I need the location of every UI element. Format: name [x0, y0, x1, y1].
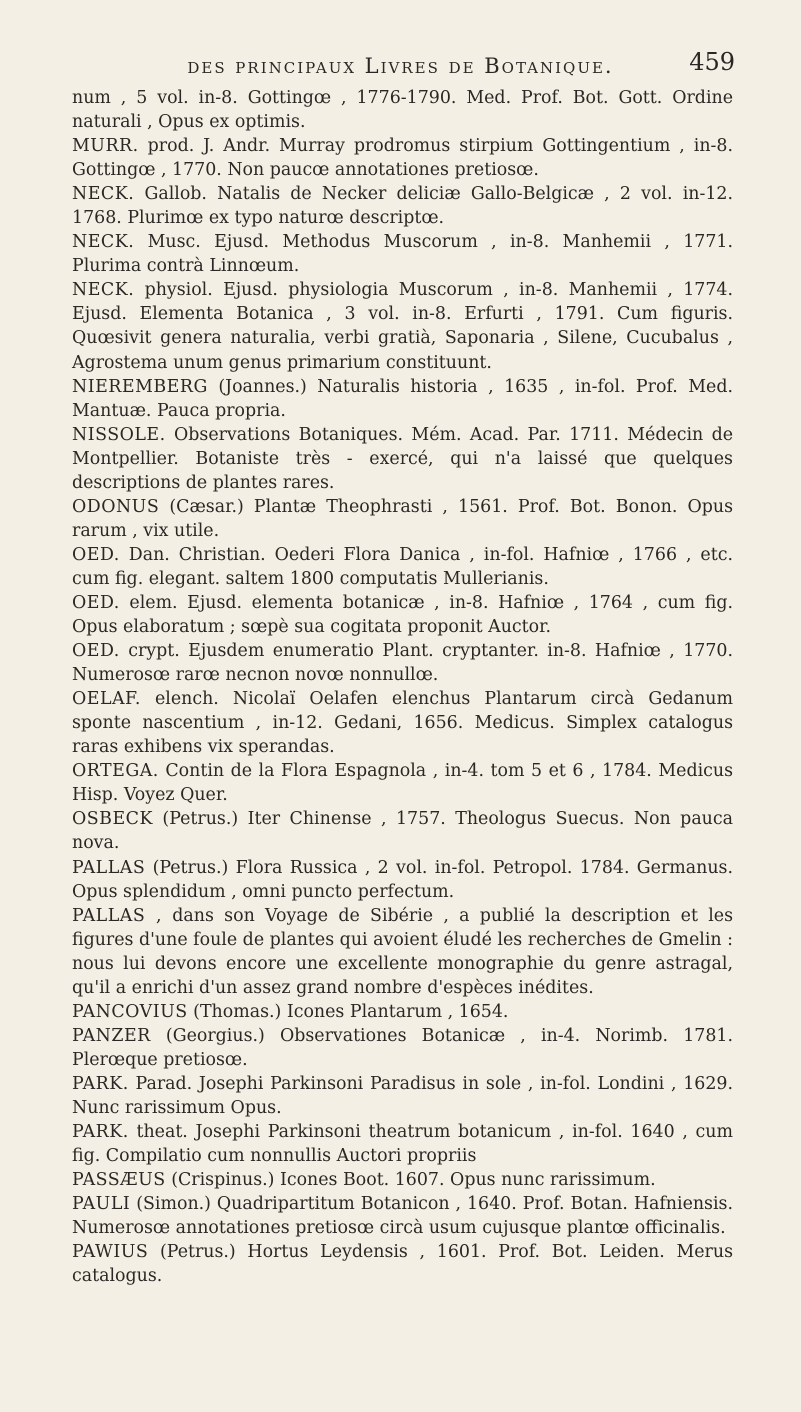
bibliography-entry	[72, 1240, 733, 1288]
bibliography-entry	[72, 807, 733, 855]
bibliography-entry	[72, 86, 733, 134]
bibliography-entry	[72, 1000, 733, 1024]
entry-author: PASSÆUS	[72, 1170, 166, 1191]
entry-text: elem. Ejusd. elementa botanicæ , in-8. Hafniœ , 1764 , cum fig. Opus elaboratum ; sœpè sua cogitata proponit Auctor.	[72, 592, 734, 638]
entry-author: PALLAS	[72, 857, 146, 878]
entry-author: PAWIUS	[72, 1242, 149, 1263]
entry-author: OED.	[72, 641, 120, 662]
entry-text: crypt. Ejusdem enumeratio Plant. cryptanter. in-8. Hafniœ , 1770. Numerosœ rarœ necnon novœ nonnullœ.	[72, 641, 733, 686]
bibliography-entry	[72, 856, 733, 904]
entry-author: PARK.	[72, 1073, 129, 1094]
running-head: des principaux Livres de Botanique.	[187, 54, 614, 78]
entry-text: prod. J. Andr. Murray prodromus stirpium Gottingentium , in-8. Gottingœ , 1770. Non paucœ annotationes pretiosœ.	[72, 136, 734, 181]
entry-author: NECK.	[72, 184, 135, 205]
entry-text: elench. Nicolaï Oelafen elenchus Plantarum circà Gedanum sponte nascentium , in-12. Gedani, 1656. Medicus. Simplex catalogus raras exhibens vix sperandas.	[72, 689, 733, 758]
entry-text: Musc. Ejusd. Methodus Muscorum , in-8. Manhemii , 1771. Plurima contrà Linnœum.	[72, 232, 734, 277]
entry-text: physiol. Ejusd. physiologia Muscorum , in-8. Manhemii , 1774. Ejusd. Elementa Botanica , 3 vol. in-8. Erfurti , 1791. Cum figuris. Quœsivit genera naturalia, verbi gratià, Saponaria , Silene, Cucubalus , Agrostema unum genus primarium constituunt.	[72, 280, 733, 373]
entry-text: Observations Botaniques. Mém. Acad. Par. 1711. Médecin de Montpellier. Botaniste très - exercé, qui n'a laissé que quelques descriptions de plantes rares.	[72, 424, 734, 493]
entry-text: dans son Voyage de Sibérie , a publié la description et les figures d'une foule de plantes qui avoient éludé les recherches de Gmelin : nous lui devons encore une excellente monographie du genre astragal, qu'il a enrichi d'un assez grand nombre d'espèces inédites.	[72, 905, 733, 998]
entry-author: PANZER	[72, 1025, 151, 1046]
entry-author: PAULI	[72, 1194, 131, 1215]
entry-text: (Joannes.) Naturalis historia , 1635 , in-fol. Prof. Med. Mantuæ. Pauca propria.	[72, 376, 733, 421]
entry-author: OED.	[72, 592, 120, 613]
entry-author: OELAF.	[72, 689, 141, 710]
bibliography-entry	[72, 230, 733, 278]
entry-author: PALLAS ,	[72, 905, 163, 926]
bibliography-entry	[72, 687, 733, 759]
entry-author: ODONUS	[72, 496, 160, 517]
entry-author: NECK.	[72, 232, 135, 253]
entry-author: MURR.	[72, 136, 139, 157]
bibliography-entry	[72, 1120, 733, 1168]
entry-text: num , 5 vol. in-8. Gottingœ , 1776-1790. Med. Prof. Bot. Gott. Ordine naturali , Opus ex optimis.	[72, 88, 733, 133]
bibliography-entry	[72, 1024, 733, 1072]
bibliography-entry	[72, 1168, 733, 1192]
entry-author: OED.	[72, 544, 120, 565]
entry-author: ORTEGA.	[72, 761, 159, 782]
bibliography-entry	[72, 182, 733, 230]
page-number: 459	[689, 48, 735, 76]
bibliography-entry	[72, 423, 733, 495]
entry-text: theat. Josephi Parkinsoni theatrum botanicum , in-fol. 1640 , cum fig. Compilatio cum nonnullis Auctori propriis	[72, 1122, 733, 1167]
entry-text: (Petrus.) Iter Chinense , 1757. Theologus Suecus. Non pauca nova.	[72, 809, 733, 854]
bibliography-entry	[72, 495, 733, 543]
bibliography-entry	[72, 134, 733, 182]
entry-text: (Petrus.) Flora Russica , 2 vol. in-fol. Petropol. 1784. Germanus. Opus splendidum , omni puncto perfectum.	[72, 857, 733, 902]
entry-text: (Crispinus.) Icones Boot. 1607. Opus nunc rarissimum.	[171, 1170, 656, 1191]
entry-author: NECK.	[72, 280, 135, 301]
entry-text: Gallob. Natalis de Necker deliciæ Gallo-Belgicæ , 2 vol. in-12. 1768. Plurimœ ex typo naturœ descriptœ.	[72, 184, 733, 229]
bibliography-entry	[72, 1192, 733, 1240]
bibliography-entry	[72, 543, 733, 591]
entry-text: Dan. Christian. Oederi Flora Danica , in-fol. Hafniœ , 1766 , etc. cum fig. elegant. saltem 1800 computatis Mullerianis.	[72, 544, 733, 589]
entry-author: PARK.	[72, 1122, 129, 1143]
entry-text: (Simon.) Quadripartitum Botanicon , 1640. Prof. Botan. Hafniensis. Numerosœ annotationes pretiosœ circà usum cujusque plantœ officinalis.	[72, 1194, 733, 1239]
entry-text: (Thomas.) Icones Plantarum , 1654.	[193, 1001, 509, 1022]
entry-text: (Cæsar.) Plantæ Theophrasti , 1561. Prof. Bot. Bonon. Opus rarum , vix utile.	[72, 496, 733, 541]
bibliography-entries	[72, 86, 733, 1288]
bibliography-entry	[72, 904, 733, 1000]
bibliography-entry	[72, 591, 733, 639]
entry-author: OSBECK	[72, 809, 153, 830]
entry-text: Parad. Josephi Parkinsoni Paradisus in sole , in-fol. Londini , 1629. Nunc rarissimum Opus.	[72, 1073, 734, 1118]
entry-text: Contin de la Flora Espagnola , in-4. tom 5 et 6 , 1784. Medicus Hisp. Voyez Quer.	[72, 761, 733, 806]
bibliography-entry	[72, 639, 733, 687]
bibliography-entry	[72, 759, 733, 807]
entry-author: NISSOLE.	[72, 424, 166, 445]
entry-text: (Petrus.) Hortus Leydensis , 1601. Prof. Bot. Leiden. Merus catalogus.	[72, 1242, 733, 1287]
entry-text: (Georgius.) Observationes Botanicæ , in-4. Norimb. 1781. Plerœque pretiosœ.	[72, 1025, 733, 1070]
bibliography-entry	[72, 375, 733, 423]
bibliography-entry	[72, 1072, 733, 1120]
entry-author: PANCOVIUS	[72, 1001, 188, 1022]
bibliography-entry	[72, 278, 733, 374]
entry-author: NIEREMBERG	[72, 376, 208, 397]
